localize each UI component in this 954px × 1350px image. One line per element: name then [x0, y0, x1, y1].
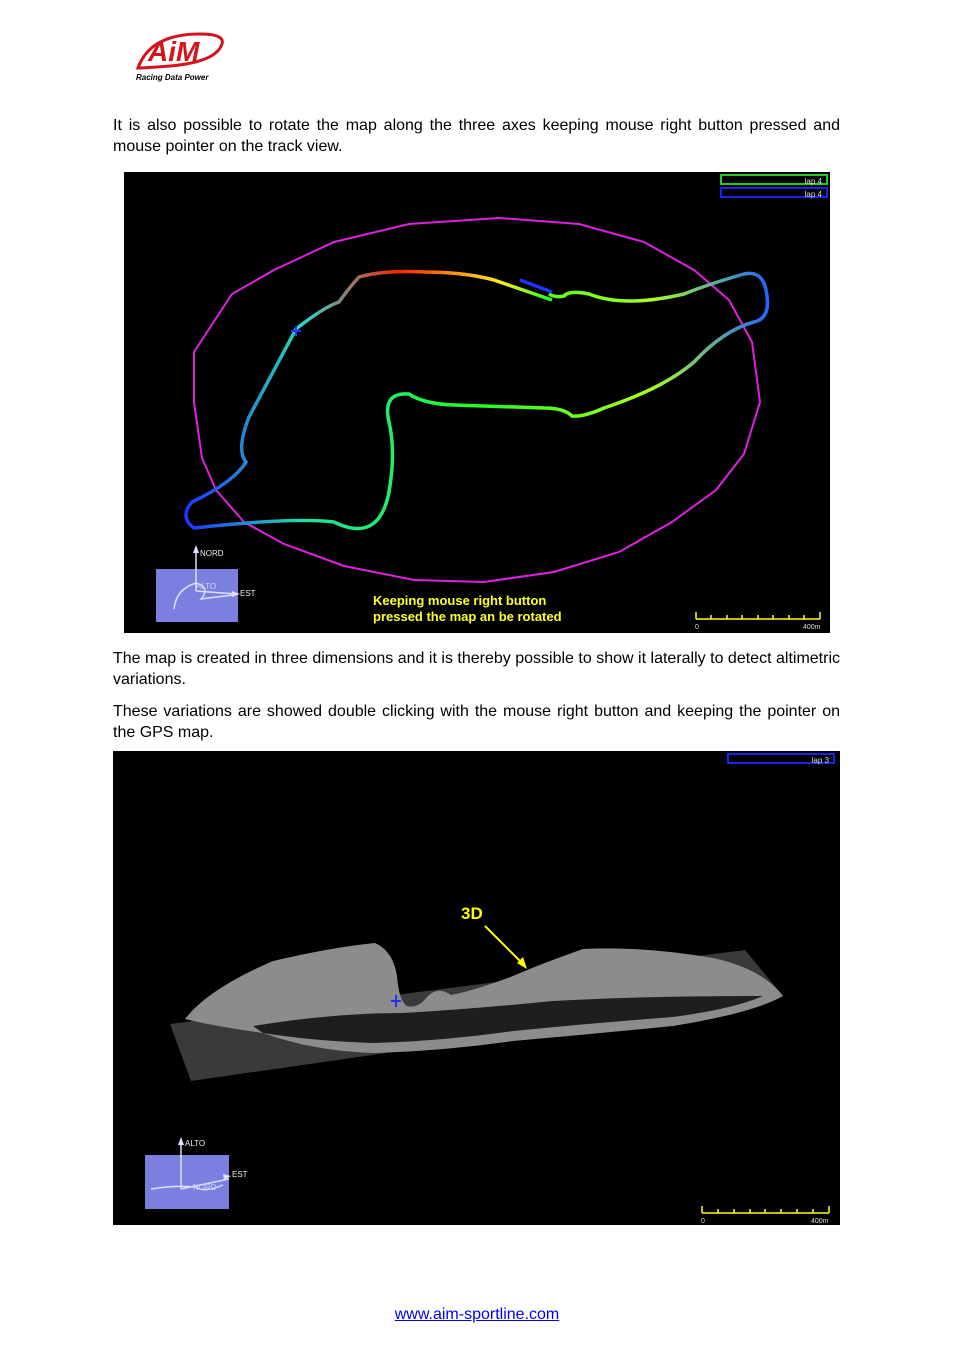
track-3d-canvas[interactable]	[113, 751, 840, 1225]
legend-lap-blue[interactable]: lap 3	[727, 753, 835, 764]
racing-line-upper	[296, 272, 552, 329]
compass-up-label: NORD	[200, 549, 224, 558]
website-link[interactable]: www.aim-sportline.com	[394, 1306, 560, 1323]
compass-up-label: ALTO	[185, 1139, 206, 1148]
orientation-map-icon	[145, 1155, 229, 1209]
annotation-3d-label: 3D	[461, 904, 483, 923]
logo-tagline: Racing Data Power	[136, 73, 209, 82]
paragraph-rotate: It is also possible to rotate the map along the three axes keeping mouse right button pressed and mouse pointer on the track view.	[113, 117, 840, 155]
scale-start-label: 0	[701, 1218, 705, 1225]
scale-start-label: 0	[695, 624, 699, 631]
paragraph-altimetric: These variations are showed double clicking with the mouse right button and keeping the pointer on the GPS map.	[113, 703, 840, 741]
compass-right-label: EST	[232, 1170, 248, 1179]
orientation-map-icon	[156, 569, 238, 622]
paragraph-3d: The map is created in three dimensions and it is thereby possible to show it laterally to detect altimetric variations.	[113, 650, 840, 688]
footer	[0, 1306, 954, 1324]
track-map-canvas[interactable]	[124, 172, 830, 633]
aim-logo-mark	[130, 28, 230, 72]
legend-lap-green[interactable]: lap 4	[720, 174, 828, 185]
scale-end-label: 400m	[811, 1218, 829, 1225]
logo-text: AiM	[148, 36, 200, 67]
scale-bar	[702, 1206, 829, 1213]
rotate-caption	[373, 593, 562, 625]
compass-center-label: NORD	[193, 1183, 217, 1192]
track-map-rotate-figure[interactable]	[124, 172, 830, 633]
legend-lap-blue[interactable]: lap 4	[720, 187, 828, 198]
racing-line-lower	[186, 273, 768, 528]
orientation-widget	[145, 1155, 229, 1209]
track-map-3d-figure[interactable]	[113, 751, 840, 1225]
compass-center-label: ALTO	[196, 582, 217, 591]
track-boundary	[194, 218, 760, 582]
scale-end-label: 400m	[803, 624, 821, 631]
annotation-arrow	[485, 926, 523, 964]
compass-right-label: EST	[240, 589, 256, 598]
aim-logo	[130, 28, 230, 86]
rotate-caption-line2: pressed the map an be rotated	[373, 609, 562, 624]
orientation-widget	[156, 569, 238, 622]
scale-bar	[696, 612, 820, 619]
rotate-caption-line1: Keeping mouse right button	[373, 593, 547, 608]
